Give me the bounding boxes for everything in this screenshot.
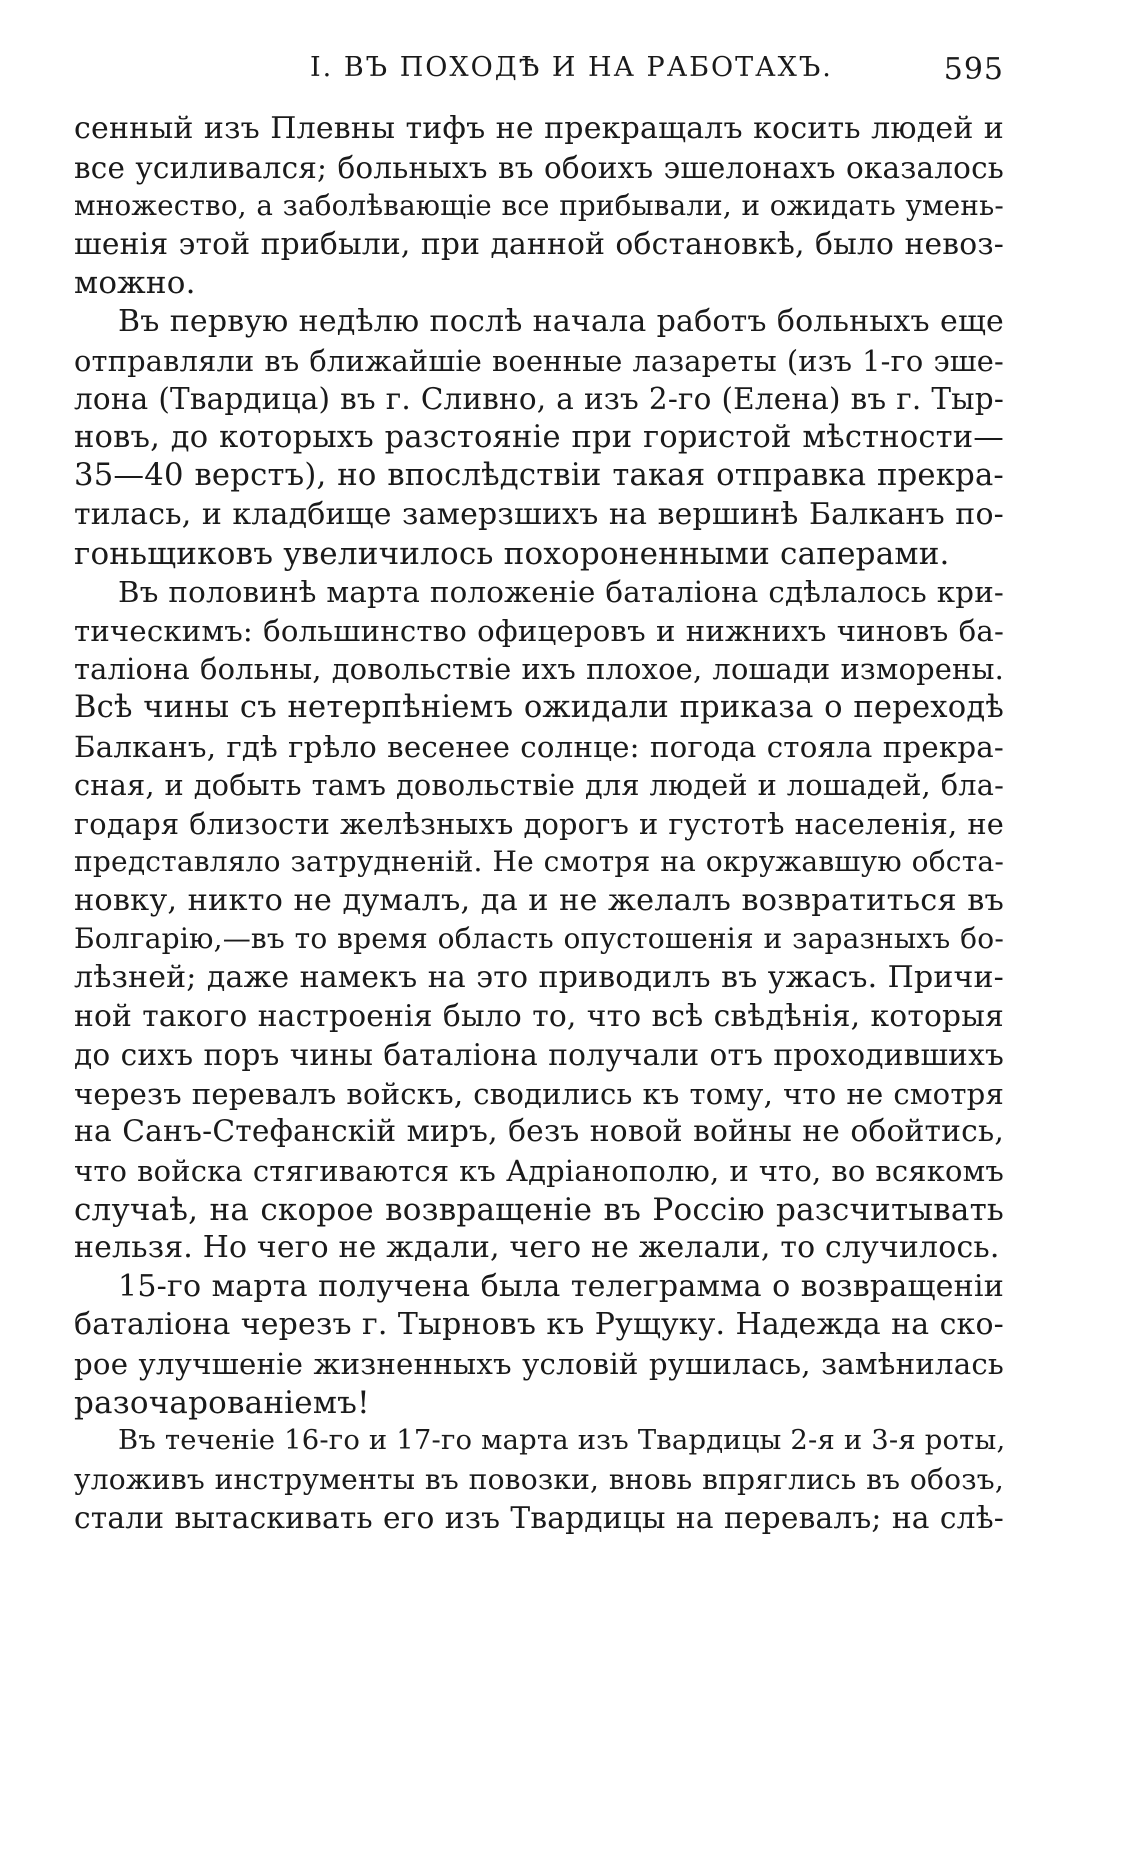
text-line: лѣзней; даже намекъ на это приводилъ въ ужасъ. Причи- bbox=[74, 960, 1004, 996]
text-line: рое улучшеніе жизненныхъ условій рушилась, замѣнилась bbox=[74, 1347, 1004, 1381]
text-line: нельзя. Но чего не ждали, чего не желали, то случилось. bbox=[74, 1230, 1000, 1266]
text-line: шенія этой прибыли, при данной обстановкѣ, было невоз- bbox=[74, 226, 1004, 262]
text-line: стали вытаскивать его изъ Твардицы на перевалъ; на слѣ- bbox=[74, 1500, 1004, 1536]
page-header bbox=[74, 48, 1004, 96]
text-line: Балканъ, гдѣ грѣло весенее солнце: погода стояла прекра- bbox=[74, 729, 1004, 764]
text-line: 15-го марта получена была телеграмма о возвращеніи bbox=[118, 1268, 1004, 1304]
text-line: что войска стягиваются къ Адріанополю, и что, во всякомъ bbox=[74, 1154, 1004, 1189]
body-text bbox=[74, 110, 1004, 1538]
text-line: Болгарію,—въ то время область опустошенія и заразныхъ бо- bbox=[74, 922, 1004, 956]
paragraph bbox=[74, 1422, 1004, 1538]
text-line: отправляли въ ближайшіе военные лазареты (изъ 1-го эше- bbox=[74, 343, 1004, 378]
text-line: все усиливался; больныхъ въ обоихъ эшелонахъ оказалось bbox=[74, 150, 1004, 185]
text-line: Въ первую недѣлю послѣ начала работъ больныхъ еще bbox=[118, 303, 1004, 339]
paragraph bbox=[74, 573, 1004, 1268]
text-line: случаѣ, на скорое возвращеніе въ Россію разсчитывать bbox=[74, 1191, 1004, 1228]
text-line: новку, никто не думалъ, да и не желалъ возвратиться въ bbox=[74, 882, 1004, 918]
text-line: Въ теченіе 16-го и 17-го марта изъ Твардицы 2-я и 3-я роты, bbox=[118, 1425, 1006, 1457]
text-line: уложивъ инструменты въ повозки, вновь впряглись въ обозъ, bbox=[74, 1462, 1004, 1496]
text-line: Въ половинѣ марта положеніе баталіона сдѣлалось кри- bbox=[118, 575, 1004, 610]
paragraph bbox=[74, 110, 1004, 303]
text-line: сенный изъ Плевны тифъ не прекращалъ косить людей и bbox=[74, 111, 1004, 146]
text-line: ной такого настроенія было то, что всѣ свѣдѣнія, которыя bbox=[74, 998, 1004, 1034]
text-line: можно. bbox=[74, 265, 196, 302]
paragraph bbox=[74, 303, 1004, 573]
text-line: таліона больны, довольствіе ихъ плохое, лошади изморены. bbox=[74, 652, 1004, 687]
text-line: 35—40 верстъ), но впослѣдствіи такая отправка прекра- bbox=[74, 458, 1004, 494]
text-line: тическимъ: большинство офицеровъ и нижнихъ чиновъ ба- bbox=[74, 613, 1004, 648]
text-line: годаря близости желѣзныхъ дорогъ и густотѣ населенія, не bbox=[74, 806, 1004, 841]
text-line: Всѣ чины съ нетерпѣніемъ ожидали приказа о переходѣ bbox=[74, 689, 1004, 725]
text-line: гоньщиковъ увеличилось похороненными саперами. bbox=[74, 535, 950, 572]
text-line: на Санъ-Стефанскій миръ, безъ новой войны не обойтись, bbox=[74, 1114, 1004, 1150]
text-line: разочарованіемъ! bbox=[74, 1384, 370, 1421]
text-line: баталіона черезъ г. Тырновъ къ Рущуку. Надежда на ско- bbox=[74, 1307, 1004, 1343]
text-line: тилась, и кладбище замерзшихъ на вершинѣ Балканъ по- bbox=[74, 496, 1004, 532]
paragraph bbox=[74, 1268, 1004, 1422]
text-line: до сихъ поръ чины баталіона получали отъ проходившихъ bbox=[74, 1038, 1004, 1073]
book-page bbox=[74, 48, 1004, 1538]
text-line: представляло затрудненій. Не смотря на окружавшую обста- bbox=[74, 845, 1004, 879]
text-line: сная, и добыть тамъ довольствіе для людей и лошадей, бла- bbox=[74, 768, 1004, 803]
running-title: I. ВЪ ПОХОДѢ И НА РАБОТАХЪ. bbox=[310, 52, 833, 83]
text-line: новъ, до которыхъ разстояніе при гористой мѣстности— bbox=[74, 419, 1004, 455]
text-line: лона (Твардица) въ г. Сливно, а изъ 2-го (Елена) въ г. Тыр- bbox=[74, 382, 1004, 417]
text-line: черезъ перевалъ войскъ, сводились къ тому, что не смотря bbox=[74, 1076, 1004, 1111]
text-line: множество, а заболѣвающіе все прибывали, и ожидать умень- bbox=[74, 189, 1004, 223]
page-number: 595 bbox=[943, 52, 1004, 87]
